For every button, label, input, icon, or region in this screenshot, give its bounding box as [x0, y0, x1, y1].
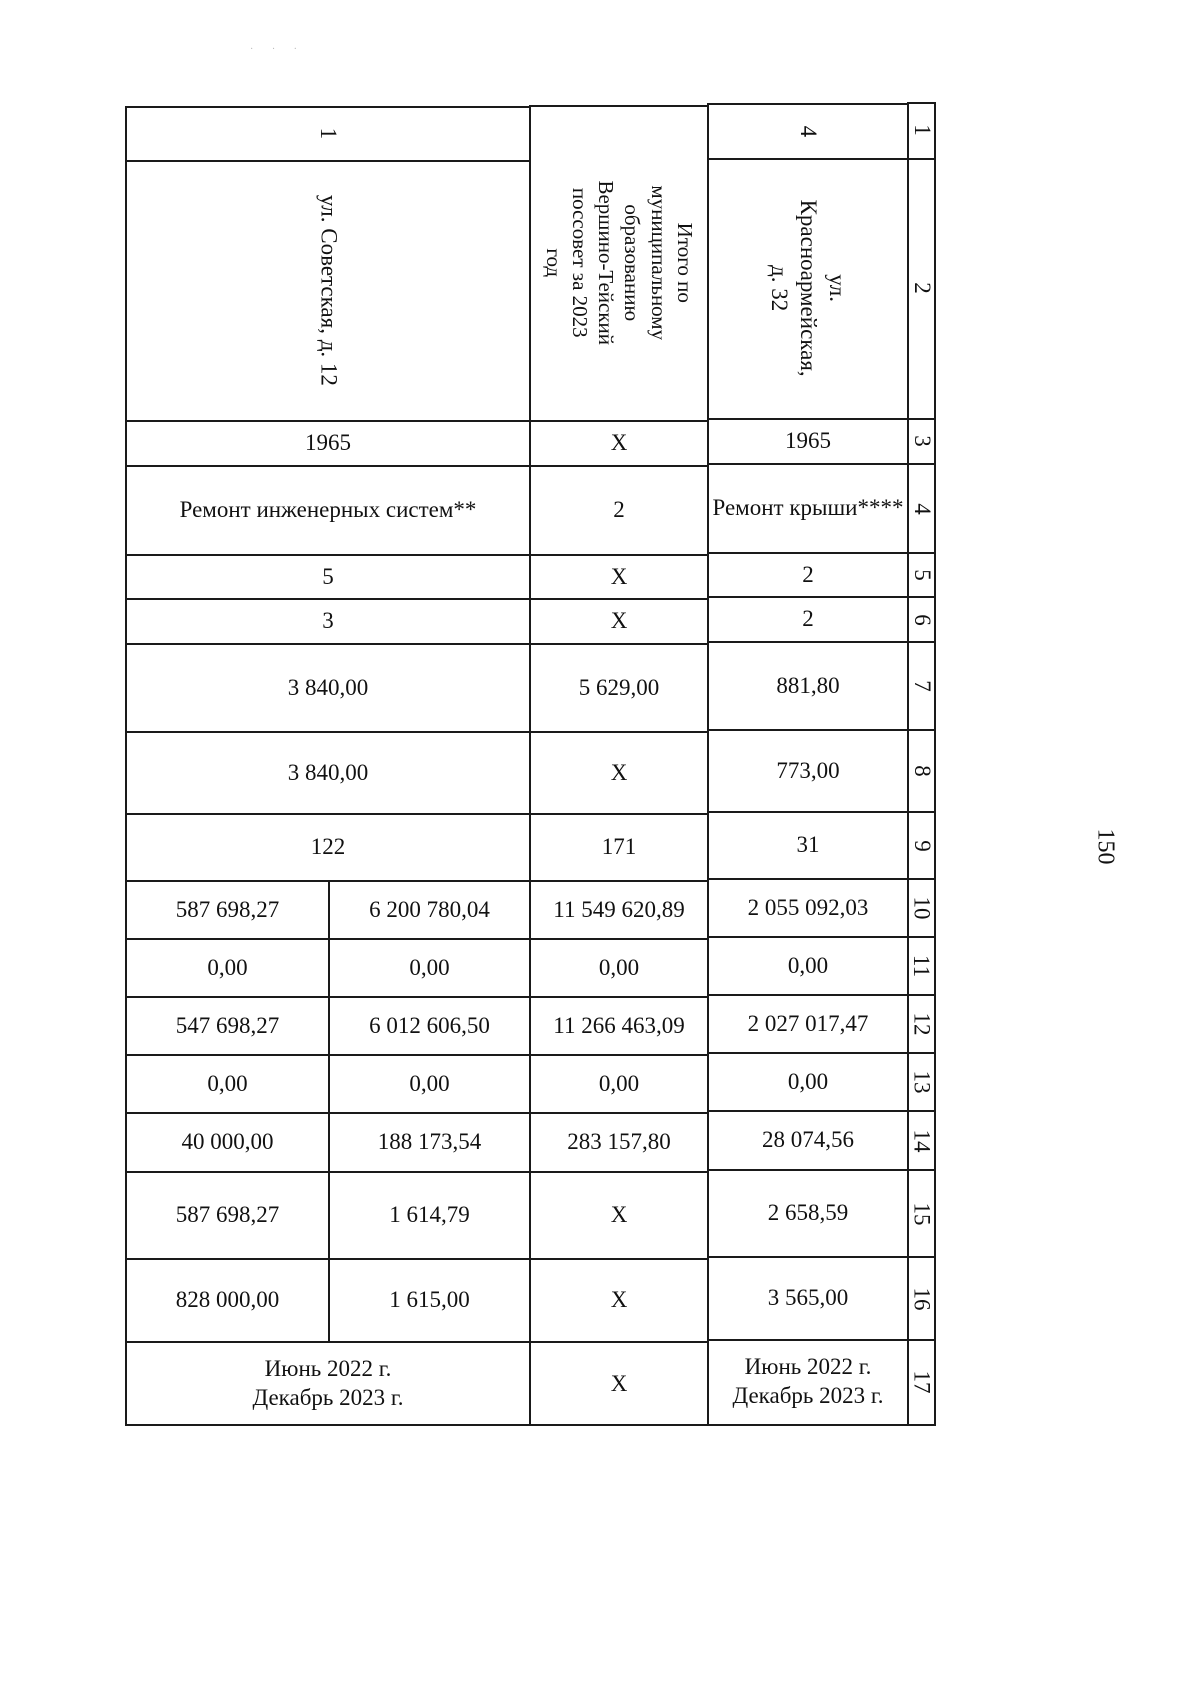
row-number-14: 14 [909, 1129, 935, 1152]
row-number-13: 13 [909, 1070, 935, 1094]
col4-r11: 0,00 [787, 952, 829, 978]
col1-address: ул. Советская, д. 12 [316, 194, 342, 387]
col1-r15-b: 1 614,79 [389, 1202, 470, 1228]
col4-r17: Июнь 2022 г. Декабрь 2023 г. [732, 1354, 884, 1408]
total-r11: 0,00 [598, 954, 640, 980]
row-number-11: 11 [909, 954, 935, 978]
col1-r14-b: 188 173,54 [377, 1129, 482, 1155]
col1-r11-a: 0,00 [207, 954, 248, 980]
grid-line [125, 731, 708, 733]
grid-line [707, 641, 936, 643]
col1-r10-b: 6 200 780,04 [369, 896, 490, 922]
col1-r16-b: 1 615,00 [389, 1287, 470, 1313]
grid-line [707, 994, 936, 996]
total-r12: 11 266 463,09 [553, 1012, 685, 1038]
grid-line [707, 104, 709, 1426]
col1-r7: 3 840,00 [287, 674, 369, 700]
col4-number: 4 [796, 125, 822, 138]
grid-line [125, 1341, 708, 1343]
total-r6: X [610, 608, 628, 634]
row-number-8: 8 [909, 765, 935, 777]
row-number-7: 7 [909, 680, 935, 692]
grid-line [707, 1169, 936, 1171]
col1-r5: 5 [322, 563, 334, 589]
row-number-16: 16 [909, 1287, 935, 1310]
row-number-12: 12 [909, 1012, 935, 1036]
col4-address: ул. Красноармейская, д. 32 [767, 199, 851, 378]
grid-line [125, 813, 708, 815]
grid-line [125, 106, 127, 1426]
grid-line [707, 1052, 936, 1054]
col4-r14: 28 074,56 [762, 1127, 854, 1153]
grid-line [907, 102, 936, 104]
col4-r16: 3 565,00 [767, 1285, 849, 1311]
row-number-3: 3 [909, 435, 935, 447]
row-number-1: 1 [909, 123, 935, 136]
col4-r10: 2 055 092,03 [747, 894, 869, 920]
col1-work-type: Ремонт инженерных систем** [179, 497, 477, 523]
col1-r17: Июнь 2022 г. Декабрь 2023 г. [252, 1356, 404, 1410]
col1-r13-a: 0,00 [207, 1070, 248, 1096]
col1-r16-a: 828 000,00 [175, 1287, 280, 1313]
grid-line [707, 1424, 936, 1426]
grid-line [707, 158, 936, 160]
total-r3: X [610, 429, 628, 455]
row-number-6: 6 [909, 613, 935, 626]
col4-r12: 2 027 017,47 [747, 1010, 869, 1036]
grid-line [707, 729, 936, 731]
grid-line [125, 1424, 708, 1426]
scan-specks: · · · [250, 44, 305, 55]
col4-r5: 2 [802, 561, 814, 587]
grid-line [707, 936, 936, 938]
col1-r12-b: 6 012 606,50 [369, 1012, 490, 1038]
grid-line [125, 1171, 708, 1173]
grid-line [707, 811, 936, 813]
grid-line [707, 1256, 936, 1258]
row-number-17: 17 [909, 1370, 935, 1394]
row-number-4: 4 [909, 502, 935, 515]
grid-line [125, 554, 708, 556]
grid-line [125, 1258, 708, 1260]
page-number: 150 [1092, 828, 1119, 864]
grid-line [707, 552, 936, 554]
col4-r7: 881,80 [776, 672, 840, 698]
grid-line [125, 420, 708, 422]
grid-line [125, 465, 708, 467]
total-r16: X [610, 1287, 628, 1313]
row-number-9: 9 [909, 839, 935, 852]
row-number-10: 10 [909, 896, 935, 920]
total-r14: 283 157,80 [567, 1129, 671, 1155]
grid-line [707, 463, 936, 465]
grid-line [125, 643, 708, 645]
grid-line [707, 1339, 936, 1341]
grid-line [125, 1054, 708, 1056]
grid-line [125, 880, 708, 882]
grid-line [707, 103, 908, 105]
col1-r11-b: 0,00 [409, 954, 450, 980]
row-number-2: 2 [909, 281, 935, 294]
col1-r15-a: 587 698,27 [175, 1202, 280, 1228]
col1-year: 1965 [305, 429, 351, 455]
grid-line [907, 102, 909, 1426]
col1-r10-a: 587 698,27 [175, 896, 280, 922]
col1-r13-b: 0,00 [409, 1070, 450, 1096]
total-r13: 0,00 [598, 1070, 640, 1096]
col1-r8: 3 840,00 [287, 759, 369, 785]
col1-r9: 122 [310, 834, 346, 860]
total-r17: X [610, 1370, 628, 1396]
grid-line [529, 106, 531, 1426]
total-r9: 171 [601, 834, 637, 860]
grid-line [125, 160, 530, 162]
row-number-15: 15 [909, 1202, 935, 1225]
grid-line [125, 996, 708, 998]
col1-r14-a: 40 000,00 [181, 1129, 274, 1155]
total-r8: X [610, 759, 628, 785]
col4-r8: 773,00 [776, 757, 840, 783]
col1-r6: 3 [322, 608, 334, 634]
total-r4: 2 [613, 497, 625, 523]
grid-line [707, 1110, 936, 1112]
col4-r15: 2 658,59 [767, 1200, 849, 1226]
col1-r12-a: 547 698,27 [175, 1012, 280, 1038]
col4-r13: 0,00 [787, 1068, 829, 1094]
col4-r9: 31 [796, 832, 820, 858]
grid-line [125, 1112, 708, 1114]
total-r10: 11 549 620,89 [553, 896, 685, 922]
total-r7: 5 629,00 [578, 674, 660, 700]
grid-line [125, 106, 530, 108]
grid-line [707, 418, 936, 420]
col1-number: 1 [316, 127, 342, 140]
grid-line [707, 596, 936, 598]
row-number-5: 5 [909, 569, 935, 581]
col4-r6: 2 [802, 606, 814, 632]
col4-year: 1965 [785, 427, 831, 453]
col4-work-type: Ремонт крыши**** [712, 495, 904, 521]
grid-line [529, 105, 708, 107]
total-r15: X [610, 1202, 628, 1228]
grid-line [125, 598, 708, 600]
grid-line [707, 878, 936, 880]
total-r5: X [610, 563, 628, 589]
grid-line [934, 102, 936, 1426]
total-label: Итого по муниципальному образованию Вершино-Тейский поссовет за 2023 год [541, 180, 697, 346]
grid-line [125, 938, 708, 940]
